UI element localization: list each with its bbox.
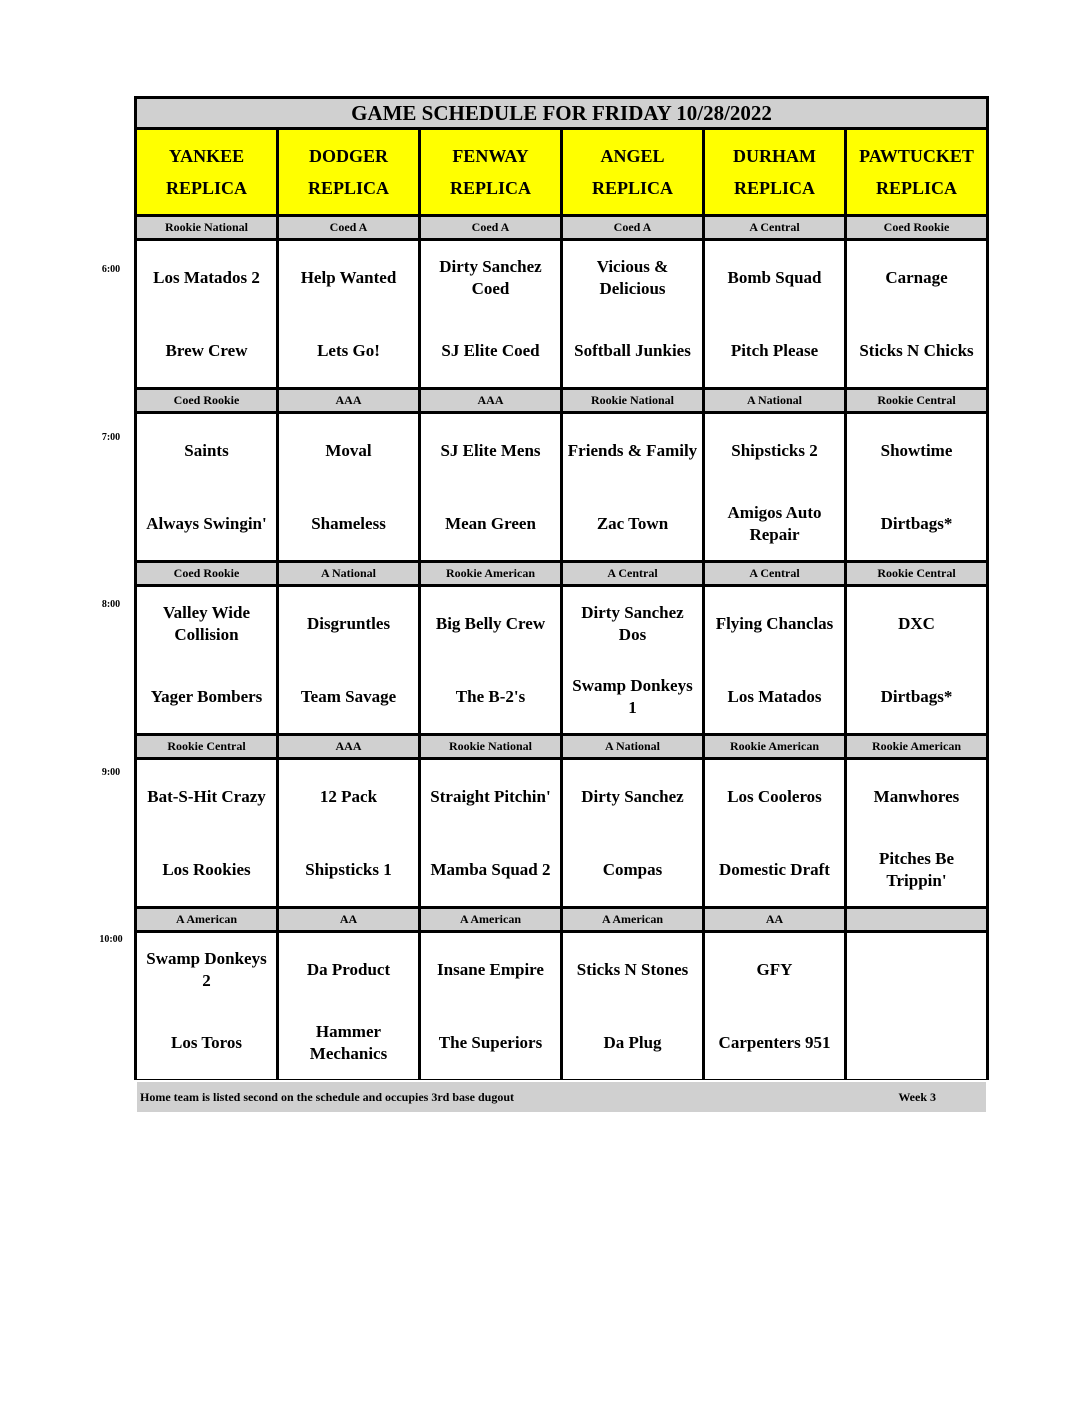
home-team: Dirtbags* (880, 513, 953, 533)
time-label: 10:00 (99, 934, 123, 945)
league-label: A Central (563, 563, 702, 584)
league-label: Rookie National (137, 217, 276, 238)
game-cell (847, 587, 986, 733)
league-label: AAA (279, 736, 418, 757)
league-label: AA (705, 909, 844, 930)
home-team: Zac Town (596, 513, 669, 533)
away-team: GFY (756, 959, 793, 979)
league-label: A National (705, 390, 844, 411)
home-team: Softball Junkies (574, 340, 691, 360)
home-team: Brew Crew (165, 340, 248, 360)
league-label: Coed Rookie (137, 390, 276, 411)
home-team: Los Toros (170, 1032, 243, 1052)
game-cell (137, 933, 276, 1079)
game-cell (421, 414, 560, 560)
home-team: Hammer Mechanics (309, 1021, 388, 1063)
league-label: Coed A (279, 217, 418, 238)
game-cell (847, 241, 986, 387)
field-name: YANKEE (168, 146, 245, 166)
game-cell (705, 933, 844, 1079)
home-team: Domestic Draft (719, 859, 830, 879)
game-cell (421, 241, 560, 387)
away-team (914, 933, 920, 1006)
home-team: Mean Green (445, 513, 536, 533)
away-team: Saints (184, 440, 229, 460)
time-label: 9:00 (101, 767, 121, 778)
home-team: Shameless (311, 513, 386, 533)
league-label: Coed A (421, 217, 560, 238)
game-cell (563, 760, 702, 906)
game-cell (421, 933, 560, 1079)
league-label: A National (279, 563, 418, 584)
away-team: Los Cooleros (727, 786, 822, 806)
game-cell (137, 760, 276, 906)
home-team: Los Rookies (162, 859, 251, 879)
game-cell (563, 414, 702, 560)
home-team: Shipsticks 1 (305, 859, 392, 879)
field-type: REPLICA (165, 178, 247, 198)
away-team: Vicious & Delicious (596, 256, 669, 298)
home-team: Yager Bombers (150, 686, 263, 706)
home-team: SJ Elite Coed (441, 340, 540, 360)
home-team: Always Swingin' (146, 513, 267, 533)
away-team: Moval (325, 440, 372, 460)
home-team: The B-2's (455, 686, 526, 706)
league-label: Rookie Central (847, 390, 986, 411)
game-cell (279, 933, 418, 1079)
league-label: A National (563, 736, 702, 757)
home-team: Dirtbags* (880, 686, 953, 706)
game-cell (705, 414, 844, 560)
league-label: A Central (705, 563, 844, 584)
league-label: Coed Rookie (847, 217, 986, 238)
away-team: Straight Pitchin' (430, 786, 551, 806)
schedule-footer (137, 1082, 986, 1112)
game-cell (847, 414, 986, 560)
game-cell (563, 241, 702, 387)
league-label: Coed A (563, 217, 702, 238)
game-cell (705, 587, 844, 733)
game-cell (563, 933, 702, 1079)
away-team: DXC (898, 613, 935, 633)
away-team: Showtime (880, 440, 953, 460)
time-label: 7:00 (101, 432, 121, 443)
away-team: Dirty Sanchez Coed (439, 256, 542, 298)
field-header-yankee (137, 130, 276, 214)
league-label: Rookie American (705, 736, 844, 757)
field-name: ANGEL (600, 146, 665, 166)
away-team: Bomb Squad (727, 267, 822, 287)
game-cell (279, 414, 418, 560)
away-team: Help Wanted (300, 267, 397, 287)
league-label (847, 909, 986, 930)
game-cell (279, 760, 418, 906)
home-team: Carpenters 951 (718, 1032, 831, 1052)
game-cell (705, 241, 844, 387)
league-label: Rookie National (563, 390, 702, 411)
league-label: Rookie American (421, 563, 560, 584)
field-header-durham (705, 130, 844, 214)
home-team: The Superiors (438, 1032, 543, 1052)
league-label: Rookie Central (137, 736, 276, 757)
away-team: Sticks N Stones (576, 959, 689, 979)
game-cell (563, 587, 702, 733)
time-label: 6:00 (101, 264, 121, 275)
game-cell (137, 414, 276, 560)
league-label: Rookie National (421, 736, 560, 757)
field-header-fenway (421, 130, 560, 214)
field-type: REPLICA (733, 178, 815, 198)
league-label: Rookie American (847, 736, 986, 757)
away-team: Bat-S-Hit Crazy (147, 786, 266, 806)
home-team: Los Matados (727, 686, 822, 706)
field-type: REPLICA (591, 178, 673, 198)
away-team: Disgruntles (306, 613, 391, 633)
home-team: Compas (602, 859, 663, 879)
home-team: Lets Go! (317, 340, 380, 360)
league-label: AAA (279, 390, 418, 411)
home-team: Swamp Donkeys 1 (572, 675, 693, 717)
field-name: PAWTUCKET (859, 146, 974, 166)
game-cell (137, 587, 276, 733)
field-header-pawtucket (847, 130, 986, 214)
away-team: Friends & Family (567, 440, 698, 460)
league-label: AA (279, 909, 418, 930)
away-team: Valley Wide Collision (162, 602, 251, 644)
field-type: REPLICA (875, 178, 957, 198)
field-name: DURHAM (733, 146, 816, 166)
league-label: AAA (421, 390, 560, 411)
league-label: A American (563, 909, 702, 930)
game-cell (847, 760, 986, 906)
field-name: DODGER (308, 146, 388, 166)
schedule-title: GAME SCHEDULE FOR FRIDAY 10/28/2022 (137, 99, 986, 127)
away-team: 12 Pack (319, 786, 378, 806)
home-team: Team Savage (300, 686, 397, 706)
league-label: A American (421, 909, 560, 930)
home-team: Amigos Auto Repair (727, 502, 822, 544)
home-team: Pitches Be Trippin' (878, 848, 955, 890)
league-label: Rookie Central (847, 563, 986, 584)
away-team: Flying Chanclas (715, 613, 834, 633)
field-name: FENWAY (452, 146, 529, 166)
home-team-note: Home team is listed second on the schedule and occupies 3rd base dugout (140, 1089, 515, 1104)
field-type: REPLICA (307, 178, 389, 198)
game-cell (705, 760, 844, 906)
away-team: Manwhores (873, 786, 960, 806)
away-team: Swamp Donkeys 2 (146, 948, 267, 990)
away-team: SJ Elite Mens (440, 440, 541, 460)
game-cell (421, 587, 560, 733)
game-cell (421, 760, 560, 906)
away-team: Carnage (885, 267, 948, 287)
away-team: Big Belly Crew (435, 613, 546, 633)
away-team: Da Product (306, 959, 391, 979)
away-team: Dirty Sanchez (581, 786, 684, 806)
week-label: Week 3 (898, 1089, 936, 1104)
away-team: Shipsticks 2 (731, 440, 818, 460)
home-team: Mamba Squad 2 (430, 859, 551, 879)
home-team: Da Plug (603, 1032, 662, 1052)
home-team (914, 1006, 920, 1079)
field-type: REPLICA (449, 178, 531, 198)
away-team: Los Matados 2 (153, 267, 260, 287)
game-cell (279, 241, 418, 387)
game-cell (847, 933, 986, 1079)
league-label: A American (137, 909, 276, 930)
schedule-table (134, 96, 989, 1104)
time-label: 8:00 (101, 599, 121, 610)
home-team: Sticks N Chicks (859, 340, 974, 360)
field-header-dodger (279, 130, 418, 214)
field-header-angel (563, 130, 702, 214)
away-team: Insane Empire (437, 959, 544, 979)
away-team: Dirty Sanchez Dos (581, 602, 684, 644)
game-cell (137, 241, 276, 387)
home-team: Pitch Please (730, 340, 819, 360)
game-cell (279, 587, 418, 733)
league-label: A Central (705, 217, 844, 238)
league-label: Coed Rookie (137, 563, 276, 584)
